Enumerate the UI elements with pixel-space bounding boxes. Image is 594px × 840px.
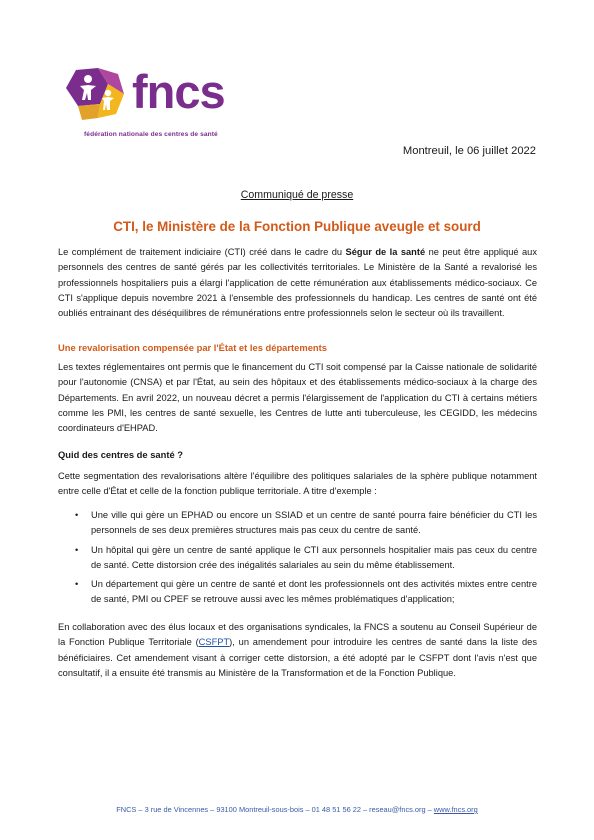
brand-subtitle: fédération nationale des centres de santé [84, 131, 218, 138]
list-item: • Un département qui gère un centre de santé et dont les professionnels ont des activités mixtes entre centre de santé, PMI ou CPEF se retrouve aussi avec les mêmes problématiques d'application; [75, 579, 537, 605]
footer-contact: FNCS – 3 rue de Vincennes – 93100 Montreuil-sous-bois – 01 48 51 56 22 – reseau@fncs.org – [116, 805, 434, 814]
csfpt-link[interactable]: CSFPT [198, 637, 230, 648]
list-item: • Un hôpital qui gère un centre de santé applique le CTI aux personnels hospitalier mais pas ceux du centre de santé. Cette distorsion crée des inégalités salariales au sein du même établissement. [75, 544, 537, 570]
fncs-logo-icon [58, 66, 130, 122]
website-link[interactable]: www.fncs.org [433, 805, 478, 814]
section-paragraph-quid: Cette segmentation des revalorisations altère l'équilibre des politiques salariales de la sphère publique notamment entre celle d'État et celle de la fonction publique territoriale. A titre d'exemple : [58, 471, 537, 497]
conclusion-paragraph: En collaboration avec des élus locaux et des organisations syndicales, la FNCS a soutenu au Conseil Supérieur de la Fonction Publique Territoriale (CSFPT), un amendement pour introduire les centres de santé dans la liste des bénéficiaires. Cet amendement visant à corriger cette distorsion, a été adopté par le CSFPT dont l'avis n'est que consultatif, il a ensuite été transmis au Ministère de la Transformation et de la Fonction Publique. [58, 622, 537, 678]
footer [0, 805, 594, 814]
example-list [72, 508, 537, 612]
section-heading-revalorisation: Une revalorisation compensée par l'État et les départements [58, 342, 327, 353]
brand-name: fncs [132, 65, 225, 118]
bullet-icon: • [75, 544, 79, 555]
list-item: • Une ville qui gère un EPHAD ou encore un SSIAD et un centre de santé pourra faire bénéficier du CTI les personnels de ses deux premières structures mais pas ceux du centre de santé. [75, 510, 537, 536]
intro-paragraph: Le complément de traitement indiciaire (CTI) créé dans le cadre du Ségur de la santé ne peut être appliqué aux personnels des centres de santé gérés par les collectivités territoriales. Le Ministère de la Santé a revalorisé les professionnels hospitaliers puis a élargi l'application de cette rémunération aux établissements médico-sociaux. Ce CTI s'applique depuis novembre 2021 à l'ensemble des professionnels du handicap. Les centres de santé ont été oubliés entrainant des déséquilibres de rémunérations entre professionnels selon le secteur où ils travaillent. [58, 247, 537, 319]
date-line: Montreuil, le 06 juillet 2022 [402, 145, 536, 157]
bullet-icon: • [75, 579, 79, 590]
bullet-icon: • [75, 510, 79, 520]
page-title: CTI, le Ministère de la Fonction Publique aveugle et sourd [113, 219, 481, 234]
section-heading-quid: Quid des centres de santé ? [58, 449, 184, 460]
section-paragraph-revalorisation: Les textes réglementaires ont permis que le financement du CTI soit compensé par la Caisse nationale de solidarité pour l'autonomie (CNSA) et par l'État, au sein des hôpitaux et des établissements médico-sociaux à la charge des Départements. En avril 2022, un nouveau décret a permis l'élargissement de l'application du CTI à certains métiers comme les PMI, les centres de santé sexuelle, les Centres de lutte anti tuberculeuse, les CEGIDD, les médecins coordinateurs d'EHPAD. [58, 362, 537, 434]
press-release-label: Communiqué de presse [240, 189, 354, 201]
